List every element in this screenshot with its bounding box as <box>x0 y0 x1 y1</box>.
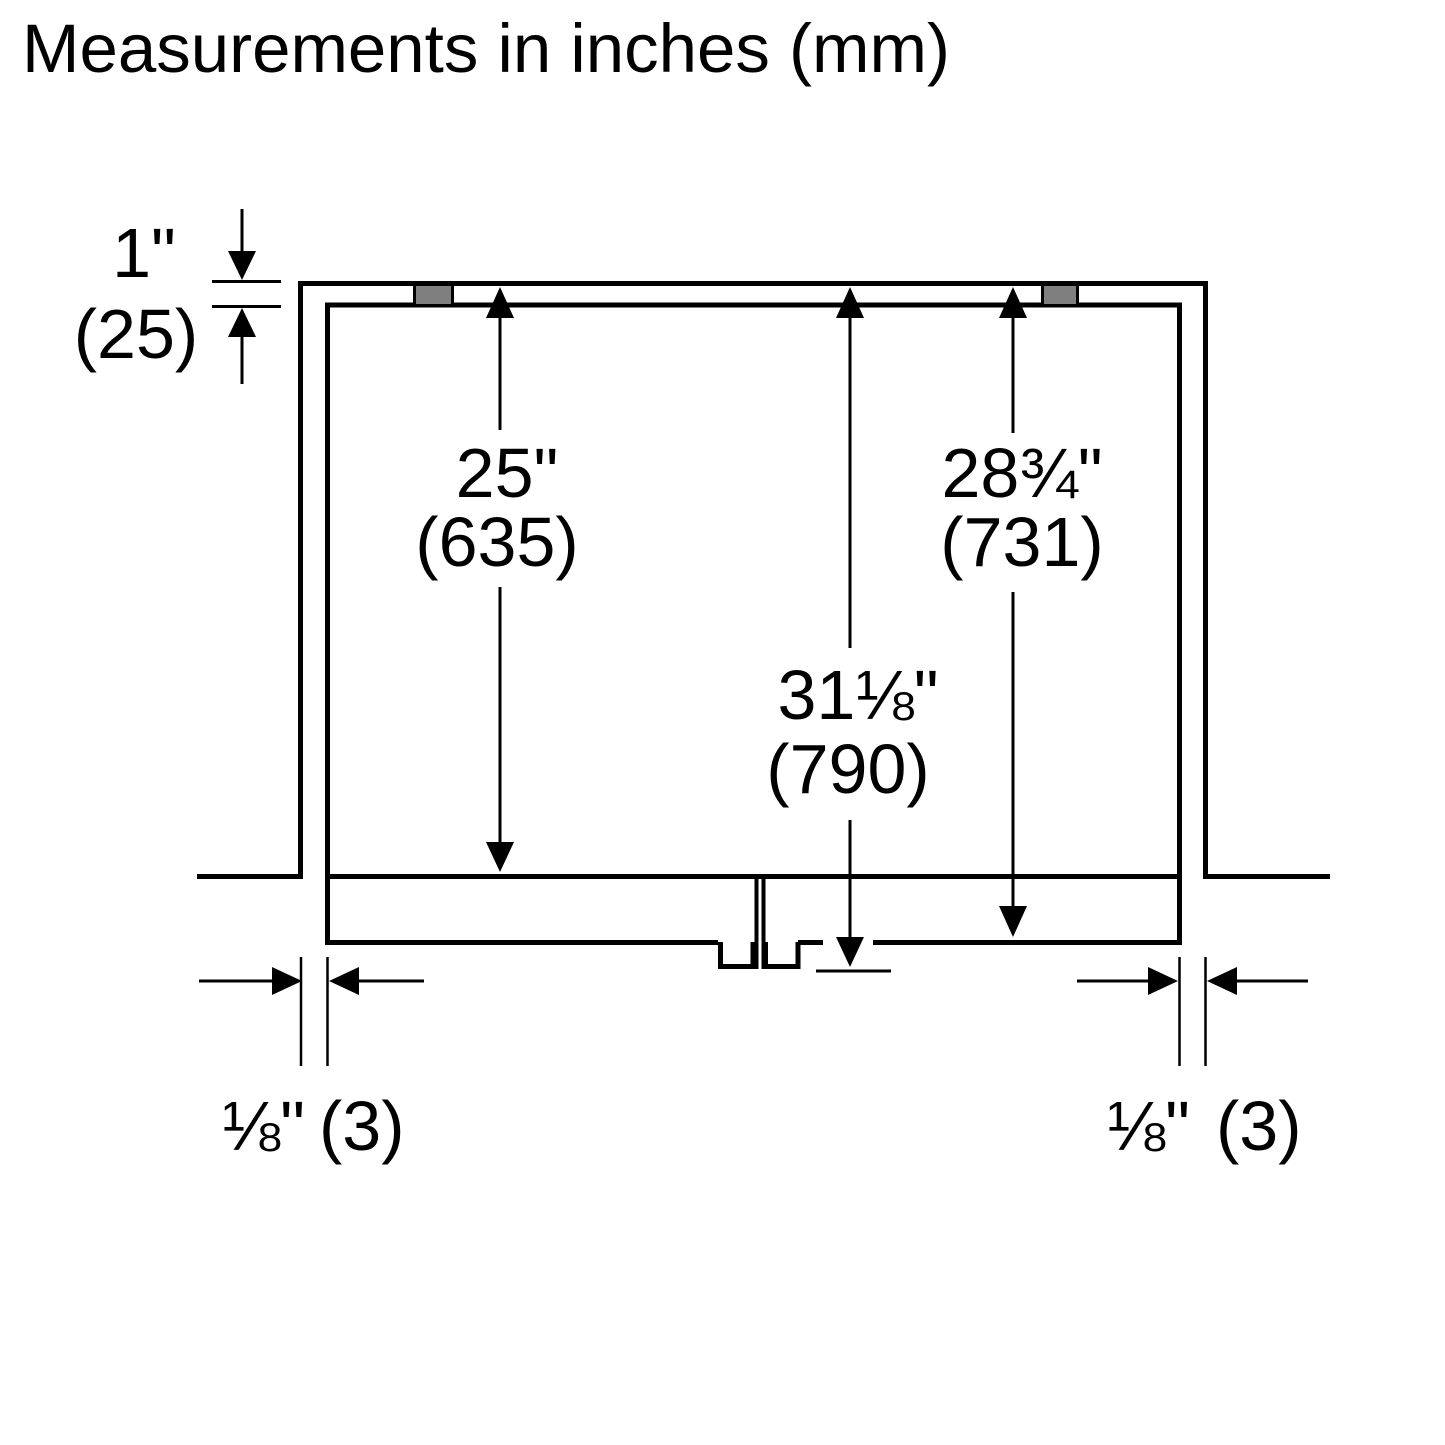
dim-label-mm: (731) <box>940 503 1104 581</box>
hinge-right <box>1043 285 1078 306</box>
arrowhead-up-icon <box>228 308 256 337</box>
dim-label-mm: (25) <box>73 295 199 373</box>
door-split-gap <box>757 877 764 969</box>
hinge-left <box>415 285 453 306</box>
dim-top-clearance <box>74 209 281 384</box>
arrowhead-down-icon <box>486 842 514 872</box>
dim-label-inches: ⅛" <box>1106 1087 1190 1165</box>
arrowhead-right-icon <box>272 967 302 995</box>
extension-lines <box>1180 957 1206 1066</box>
arrowhead-down-icon <box>836 937 864 967</box>
dim-ticks <box>212 282 281 307</box>
door-handle-right <box>766 942 799 967</box>
dim-label-inches: 1" <box>112 214 176 292</box>
page-title: Measurements in inches (mm) <box>22 10 950 87</box>
arrowhead-down-icon <box>228 251 256 280</box>
extension-lines <box>301 957 328 1066</box>
dim-left-gap <box>199 957 424 1165</box>
dim-handle-depth <box>766 287 938 967</box>
door-handle-left <box>721 942 754 967</box>
dim-label-mm: (3) <box>1216 1087 1302 1165</box>
arrowhead-left-icon <box>1207 967 1237 995</box>
dim-counter-depth <box>415 287 578 872</box>
dim-right-gap <box>1077 957 1308 1165</box>
dim-label-mm: (790) <box>766 730 930 808</box>
arrowhead-left-icon <box>329 967 359 995</box>
dim-label-inches: 31⅛" <box>777 656 939 734</box>
arrowhead-down-icon <box>999 906 1027 937</box>
arrowhead-right-icon <box>1148 967 1178 995</box>
dim-label-mm: (3) <box>319 1087 405 1165</box>
dim-door-depth <box>940 287 1103 937</box>
dim-label-inches: 25" <box>455 434 559 512</box>
dim-label-inches: 28¾" <box>941 434 1103 512</box>
dim-label-inches: ⅛" <box>221 1087 305 1165</box>
dim-label-mm: (635) <box>415 503 579 581</box>
appliance-outline <box>328 305 1180 944</box>
